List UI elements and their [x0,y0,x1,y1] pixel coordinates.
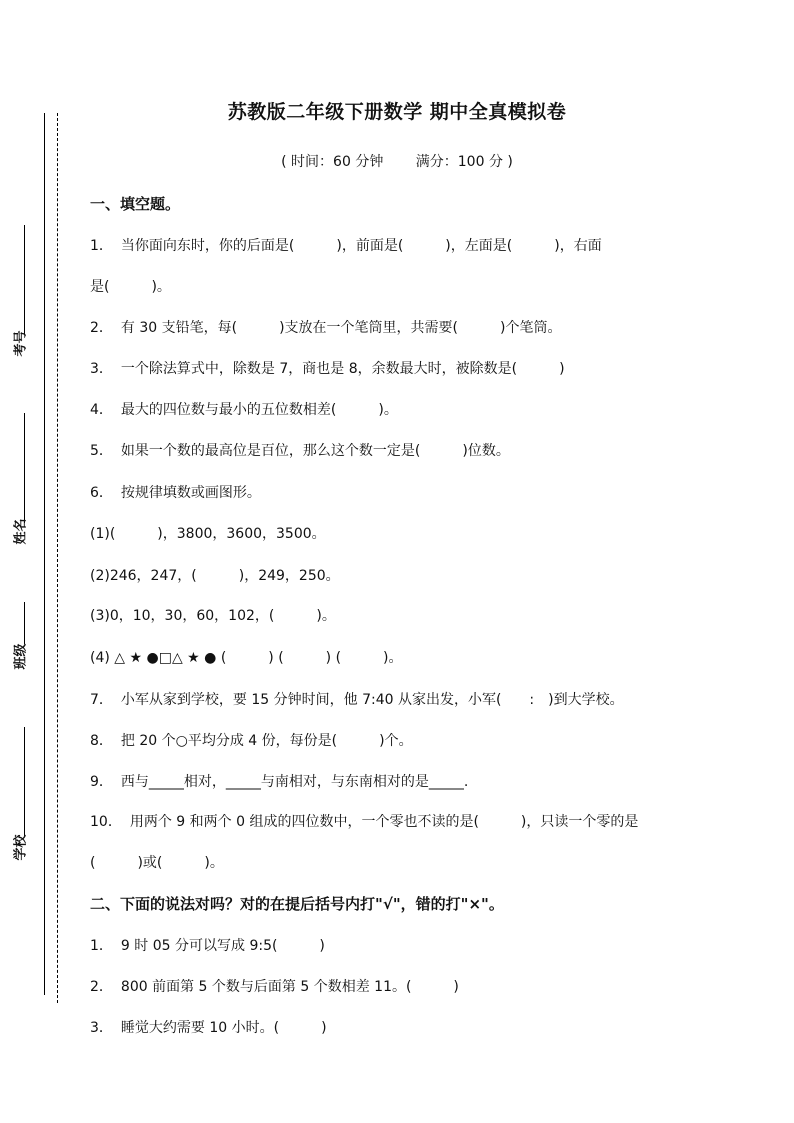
xuexiao-underline [24,727,25,837]
kaohao-underline [24,225,25,335]
question-line: 是( )。 [90,279,171,295]
xingming-label: 姓名 [13,518,29,545]
question-line: 3． 一个除法算式中，除数是 7，商也是 8，余数最大时，被除数是( ) [90,361,565,377]
question-line: 1． 当你面向东时，你的后面是( )，前面是( )，左面是( )，右面 [90,238,602,254]
question-subline: (2)246，247，( )，249，250。 [90,568,340,584]
question-line: 5． 如果一个数的最高位是百位，那么这个数一定是( )位数。 [90,443,510,459]
banji-underline [24,602,25,644]
question-line: 9． 西与_____相对，_____与南相对，与东南相对的是_____. [90,774,469,790]
question-line: 2． 有 30 支铅笔，每( )支放在一个笔筒里，共需要( )个笔筒。 [90,320,562,336]
section-heading-true-false: 二、下面的说法对吗？对的在提后括号内打"√"，错的打"×"。 [90,895,504,913]
binding-dashed-line [57,113,58,1003]
question-line: 4． 最大的四位数与最小的五位数相差( )。 [90,402,398,418]
page-title: 苏教版二年级下册数学 期中全真模拟卷 [227,101,567,123]
page-subtitle: ( 时间：60 分钟 满分：100 分 ) [281,154,513,170]
banji-label: 班级 [13,643,29,670]
question-line: 2． 800 前面第 5 个数与后面第 5 个数相差 11。( ) [90,979,459,995]
section-heading-fill-blank: 一、填空题。 [90,195,181,213]
question-line: 7． 小军从家到学校，要 15 分钟时间，他 7:40 从家出发，小军( : )到大学校。 [90,692,624,708]
question-subline: (1)( )，3800，3600，3500。 [90,526,326,542]
question-line: 10． 用两个 9 和两个 0 组成的四位数中，一个零也不读的是( )，只读一个零的是 [90,814,639,830]
question-line: 3． 睡觉大约需要 10 小时。( ) [90,1020,327,1036]
binding-line [44,113,45,995]
kaohao-label: 考号 [13,330,29,357]
question-line: 6． 按规律填数或画图形。 [90,485,261,501]
question-line: 8． 把 20 个○平均分成 4 份，每份是( )个。 [90,733,413,749]
question-line: 1． 9 时 05 分可以写成 9:5( ) [90,938,325,954]
question-subline: (4) △ ★ ●□△ ★ ● ( ) ( ) ( )。 [90,650,403,666]
xingming-underline [24,413,25,523]
question-subline: (3)0，10，30，60，102，( )。 [90,608,336,624]
question-line: ( )或( )。 [90,855,224,871]
xuexiao-label: 学校 [13,834,29,861]
